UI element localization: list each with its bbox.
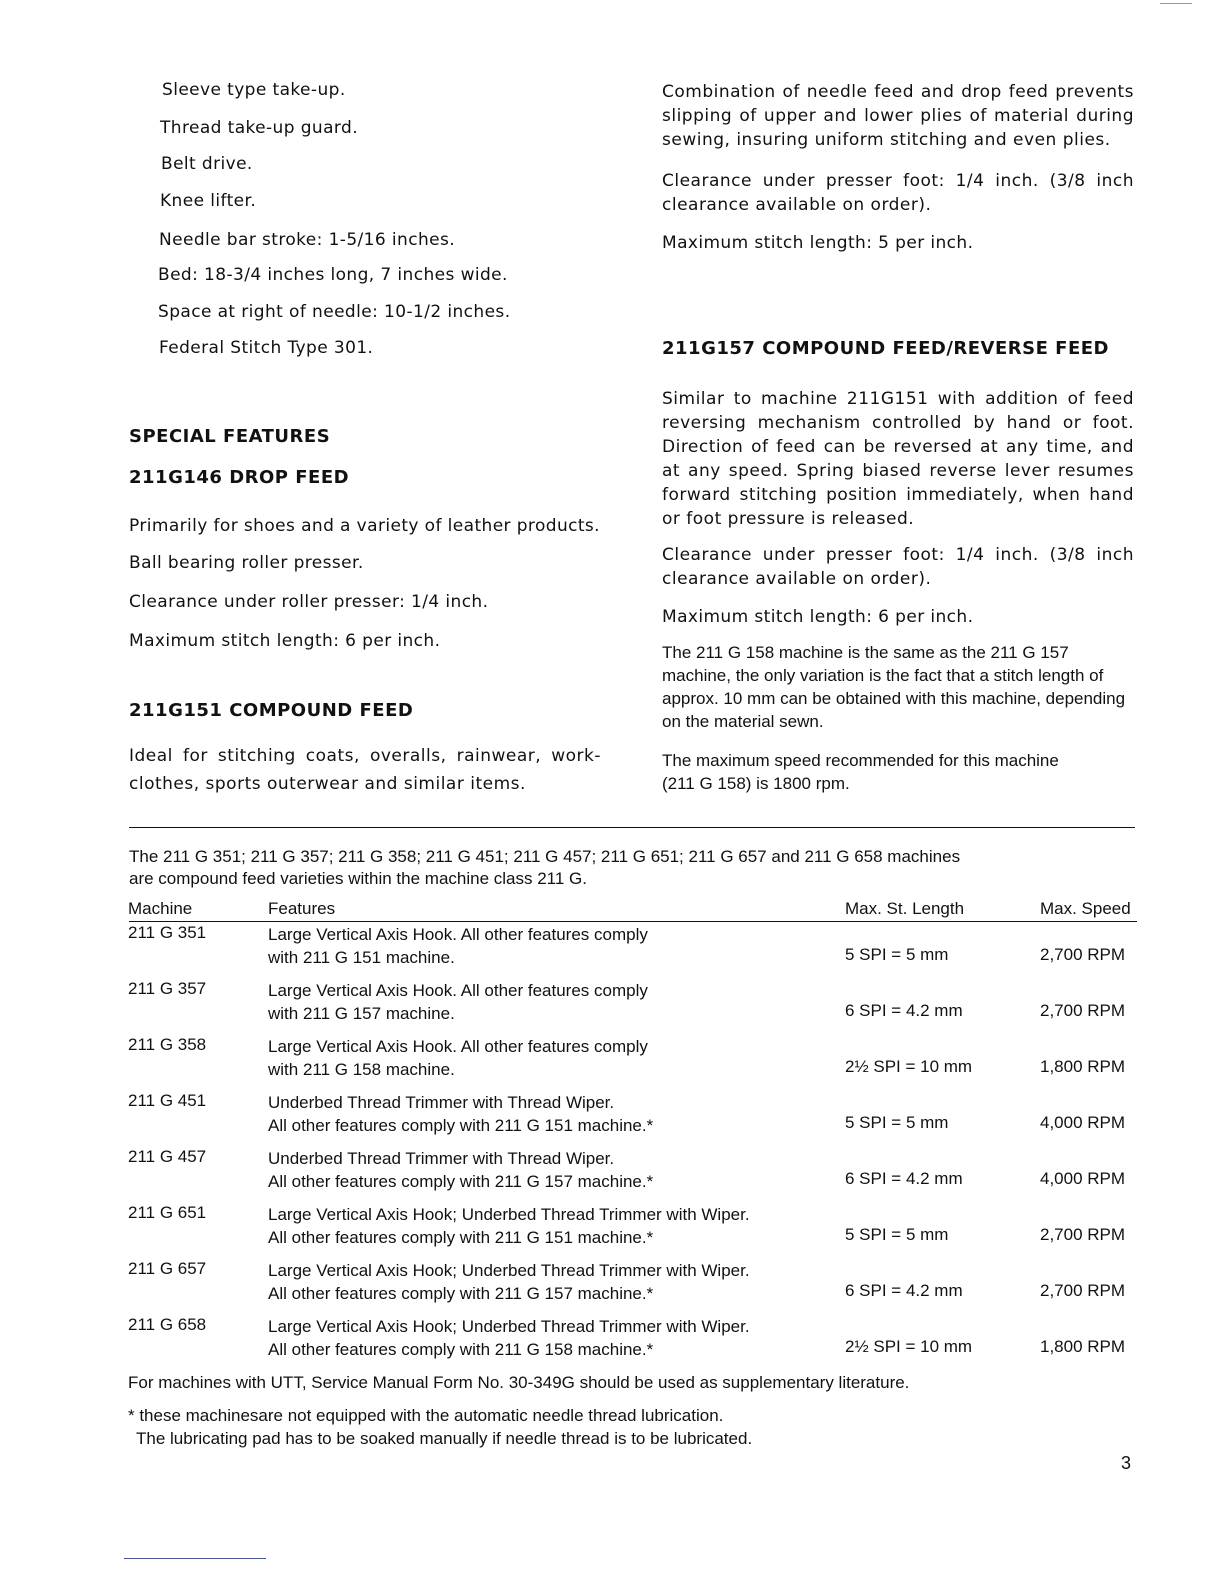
features-cell [268, 1203, 828, 1249]
header-length: Max. St. Length [845, 899, 965, 918]
table-row [0, 923, 1224, 973]
spec-belt: Belt drive. [161, 154, 253, 174]
features-line: Large Vertical Axis Hook. All other features comply [268, 981, 648, 1000]
features-cell [268, 1259, 828, 1305]
spec-stitch-type: Federal Stitch Type 301. [159, 338, 374, 358]
compound-feed-text: Ideal for stitching coats, overalls, rainwear, work-clothes, sports outerwear and similar items. [129, 746, 601, 794]
machine-cell: 211 G 651 [128, 1203, 207, 1222]
speed-cell: 2,700 RPM [1040, 1001, 1126, 1020]
machine-cell: 211 G 451 [128, 1091, 207, 1110]
varieties-intro-line2: are compound feed varieties within the machine class 211 G. [129, 869, 587, 888]
drop-feed-item: Clearance under roller presser: 1/4 inch. [129, 592, 489, 612]
footnote-line1: * these machinesare not equipped with the automatic needle thread lubrication. [128, 1406, 724, 1425]
drop-feed-item: Maximum stitch length: 6 per inch. [129, 631, 441, 651]
table-row [0, 1035, 1224, 1085]
length-cell: 2½ SPI = 10 mm [845, 1057, 973, 1076]
bottom-underline [124, 1558, 266, 1559]
features-cell [268, 979, 828, 1025]
max-speed-text-line1: The maximum speed recommended for this machine [662, 751, 1059, 770]
speed-cell: 1,800 RPM [1040, 1337, 1126, 1356]
features-line: All other features comply with 211 G 151 machine.* [268, 1228, 654, 1247]
header-machine: Machine [128, 899, 193, 918]
length-cell: 6 SPI = 4.2 mm [845, 1169, 963, 1188]
g158-text: The 211 G 158 machine is the same as the 211 G 157 machine, the only variation is the fact that a stitch length of approx. 10 mm can be obtained with this machine, depending on the material sewn. [662, 643, 1126, 731]
length-cell: 5 SPI = 5 mm [845, 945, 949, 964]
features-cell [268, 923, 828, 969]
max-speed-text-line2: (211 G 158) is 1800 rpm. [662, 774, 850, 793]
machine-cell: 211 G 358 [128, 1035, 207, 1054]
table-row [0, 1203, 1224, 1253]
utt-note: For machines with UTT, Service Manual Form No. 30-349G should be used as supplementary literature. [128, 1373, 910, 1392]
footnote-line2: The lubricating pad has to be soaked manually if needle thread is to be lubricated. [136, 1429, 753, 1448]
machine-cell: 211 G 457 [128, 1147, 207, 1166]
speed-cell: 4,000 RPM [1040, 1169, 1126, 1188]
header-speed: Max. Speed [1040, 899, 1131, 918]
section-divider [129, 827, 1135, 828]
reverse-feed-heading: 211G157 COMPOUND FEED/REVERSE FEED [662, 338, 1109, 359]
spec-knee: Knee lifter. [160, 191, 257, 211]
length-cell: 6 SPI = 4.2 mm [845, 1281, 963, 1300]
features-line: with 211 G 151 machine. [268, 948, 455, 967]
spec-guard: Thread take-up guard. [160, 118, 358, 138]
features-cell [268, 1035, 828, 1081]
length-cell: 6 SPI = 4.2 mm [845, 1001, 963, 1020]
length-cell: 2½ SPI = 10 mm [845, 1337, 973, 1356]
spec-bed: Bed: 18-3/4 inches long, 7 inches wide. [158, 265, 508, 285]
speed-cell: 1,800 RPM [1040, 1057, 1126, 1076]
page-number: 3 [1121, 1453, 1132, 1473]
features-line: Large Vertical Axis Hook; Underbed Thread Trimmer with Wiper. [268, 1261, 750, 1280]
table-row [0, 1315, 1224, 1365]
features-line: with 211 G 158 machine. [268, 1060, 455, 1079]
features-cell [268, 1315, 828, 1361]
length-cell: 5 SPI = 5 mm [845, 1113, 949, 1132]
length-cell: 5 SPI = 5 mm [845, 1225, 949, 1244]
special-features-heading: SPECIAL FEATURES [129, 426, 331, 447]
spec-take-up: Sleeve type take-up. [162, 80, 346, 100]
scan-mark [1160, 3, 1192, 4]
speed-cell: 2,700 RPM [1040, 945, 1126, 964]
features-line: All other features comply with 211 G 157 machine.* [268, 1284, 654, 1303]
machine-cell: 211 G 351 [128, 923, 207, 942]
clearance-text-2: Clearance under presser foot: 1/4 inch. (3/8 inch clearance available on order). [662, 545, 1134, 589]
drop-feed-item: Primarily for shoes and a variety of leather products. [129, 516, 600, 536]
machine-cell: 211 G 658 [128, 1315, 207, 1334]
features-cell [268, 1091, 828, 1137]
table-row [0, 1259, 1224, 1309]
spec-stroke: Needle bar stroke: 1-5/16 inches. [159, 230, 456, 250]
varieties-intro-line1: The 211 G 351; 211 G 357; 211 G 358; 211 G 451; 211 G 457; 211 G 651; 211 G 657 and 211 G 658 machines [129, 847, 961, 866]
features-line: All other features comply with 211 G 158 machine.* [268, 1340, 654, 1359]
clearance-text-1: Clearance under presser foot: 1/4 inch. (3/8 inch clearance available on order). [662, 171, 1134, 215]
spec-space: Space at right of needle: 10-1/2 inches. [158, 302, 511, 322]
features-line: Underbed Thread Trimmer with Thread Wiper. [268, 1093, 615, 1112]
speed-cell: 2,700 RPM [1040, 1281, 1126, 1300]
compound-feed-heading: 211G151 COMPOUND FEED [129, 700, 414, 721]
speed-cell: 2,700 RPM [1040, 1225, 1126, 1244]
machine-cell: 211 G 357 [128, 979, 207, 998]
table-row [0, 979, 1224, 1029]
header-underline [129, 921, 1137, 922]
max-stitch-text-2: Maximum stitch length: 6 per inch. [662, 607, 974, 627]
features-line: Large Vertical Axis Hook. All other features comply [268, 925, 648, 944]
features-line: All other features comply with 211 G 151 machine.* [268, 1116, 654, 1135]
features-line: with 211 G 157 machine. [268, 1004, 455, 1023]
max-stitch-text-1: Maximum stitch length: 5 per inch. [662, 233, 974, 253]
table-row [0, 1147, 1224, 1197]
drop-feed-item: Ball bearing roller presser. [129, 553, 364, 573]
features-cell [268, 1147, 828, 1193]
drop-feed-heading: 211G146 DROP FEED [129, 467, 350, 488]
features-line: Large Vertical Axis Hook. All other features comply [268, 1037, 648, 1056]
speed-cell: 4,000 RPM [1040, 1113, 1126, 1132]
machine-cell: 211 G 657 [128, 1259, 207, 1278]
combination-text: Combination of needle feed and drop feed prevents slipping of upper and lower plies of material during sewing, insuring uniform stitching and even plies. [662, 82, 1134, 150]
features-line: Large Vertical Axis Hook; Underbed Thread Trimmer with Wiper. [268, 1205, 750, 1224]
header-features: Features [268, 899, 336, 918]
table-row [0, 1091, 1224, 1141]
features-line: Large Vertical Axis Hook; Underbed Thread Trimmer with Wiper. [268, 1317, 750, 1336]
reverse-feed-text: Similar to machine 211G151 with addition of feed reversing mechanism controlled by hand or foot. Direction of feed can be reversed at any time, and at any speed. Spring biased reverse lever resumes forward stitching position immediately, when hand or foot pressure is released. [662, 389, 1134, 529]
features-line: Underbed Thread Trimmer with Thread Wiper. [268, 1149, 615, 1168]
features-line: All other features comply with 211 G 157 machine.* [268, 1172, 654, 1191]
